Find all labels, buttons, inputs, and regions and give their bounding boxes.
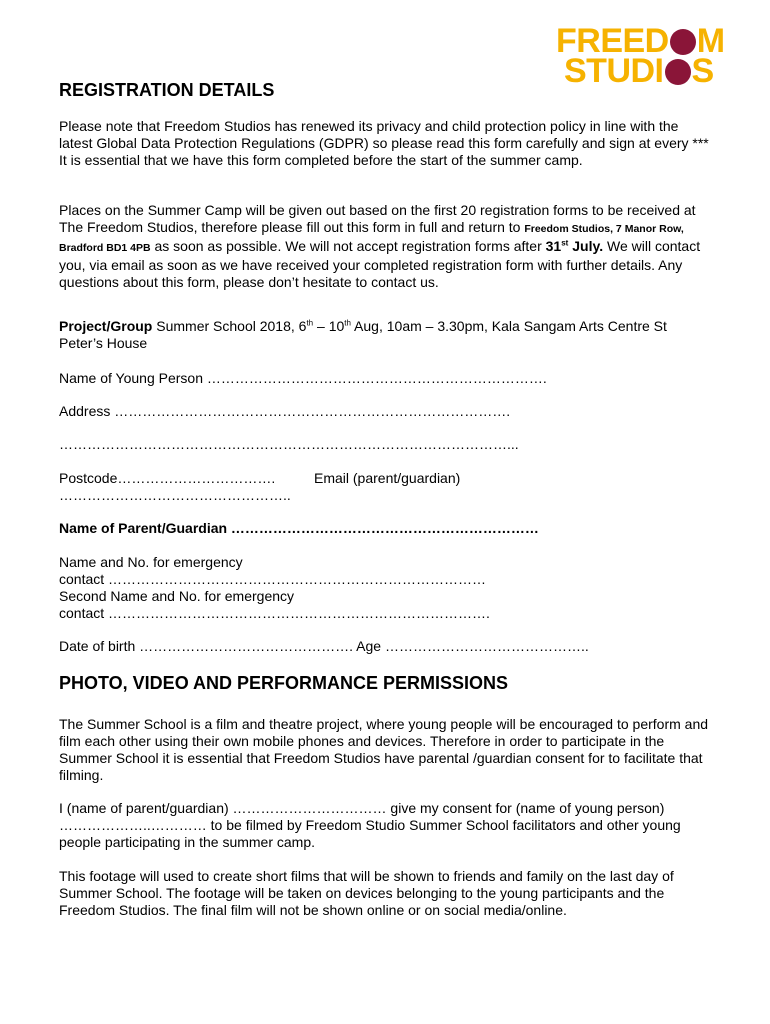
footage-paragraph: This footage will used to create short films that will be shown to friends and family on the last day of Summer School. The footage will be taken on devices belonging to the young participants and the Freedom Studios. The final film will not be shown online or on social media/online. [59,868,674,918]
logo-dot-icon [665,59,691,85]
return-address: Freedom Studios, 7 Manor Row, Bradford BD1 4PB [59,223,684,254]
consent-paragraph[interactable]: I (name of parent/guardian) …………………………… give my consent for (name of young person) ………………..………… to be filmed by Freedom Studio Summer School facilitators and other young people participating in the summer camp. [59,800,681,850]
places-text-b: as soon as possible. We will not accept registration forms after [150,238,546,254]
project-text-a: Summer School 2018, 6 [152,318,307,334]
parent-guardian-field[interactable]: Name of Parent/Guardian ………………………………………………………… [59,520,539,536]
deadline-month: July. [568,238,604,254]
logo-text-freed: FREED [556,22,669,60]
registration-details-heading: REGISTRATION DETAILS [59,80,275,100]
deadline-day: 31 [545,238,562,254]
emergency-contact-field[interactable]: contact ……………………………………………………………………… [59,571,487,587]
project-group-line [59,318,709,352]
logo-line-2 [564,52,714,90]
permissions-heading: PHOTO, VIDEO AND PERFORMANCE PERMISSIONS [59,673,509,693]
deadline-suffix: st [561,238,569,248]
places-text-c: We will contact you, via email as soon as we have received your completed registration form with further details. Any questions about this form, please don’t hesitate to contact us. [59,238,701,290]
postcode-field[interactable]: Postcode……………………………. [59,470,276,486]
deadline-date [546,238,603,254]
address-line-2-field[interactable]: ……………………………………………………………………………………... [59,436,519,452]
logo-text-s: S [691,52,714,90]
address-field[interactable]: Address …………………………………………………………………………. [59,403,511,419]
second-emergency-contact-field[interactable]: contact ………………………………………………………………………. [59,605,490,621]
email-field[interactable]: ………………………………………….. [59,487,291,503]
project-text-c: Aug, 10am – 3.30pm, Kala Sangam Arts Centre St Peter’s House [59,318,667,351]
young-person-field[interactable]: Name of Young Person ………………………………………………………………. [59,370,547,386]
places-text-a: Places on the Summer Camp will be given out based on the first 20 registration forms to be received at The Freedom Studios, therefore please fill out this form in full and return to [59,202,696,235]
summer-school-paragraph: The Summer School is a film and theatre project, where young people will be encouraged to perform and film each other using their own mobile phones and devices. Therefore in order to participate in the Summer School it is essential that Freedom Studios have parental /guardian consent for to facilitate that filming. [59,716,709,783]
logo-text-studi: STUDI [564,52,664,90]
project-sup-1: th [306,318,314,328]
project-group-label: Project/Group [59,318,153,334]
project-text-b: – 10 [313,318,345,334]
places-paragraph [59,202,709,291]
second-emergency-contact-label: Second Name and No. for emergency [59,588,295,604]
email-label: Email (parent/guardian) [314,470,461,486]
dob-age-field[interactable]: Date of birth ………………………………………. Age …………………………………….. [59,638,589,654]
logo-text-m: M [696,22,725,60]
privacy-notice-paragraph: Please note that Freedom Studios has renewed its privacy and child protection policy in line with the latest Global Data Protection Regulations (GDPR) so please read this form carefully and sign at every *** It is essential that we have this form completed before the start of the summer camp. [59,118,709,168]
project-sup-2: th [344,318,351,328]
freedom-studios-logo [556,22,736,90]
emergency-contact-label: Name and No. for emergency [59,554,243,570]
